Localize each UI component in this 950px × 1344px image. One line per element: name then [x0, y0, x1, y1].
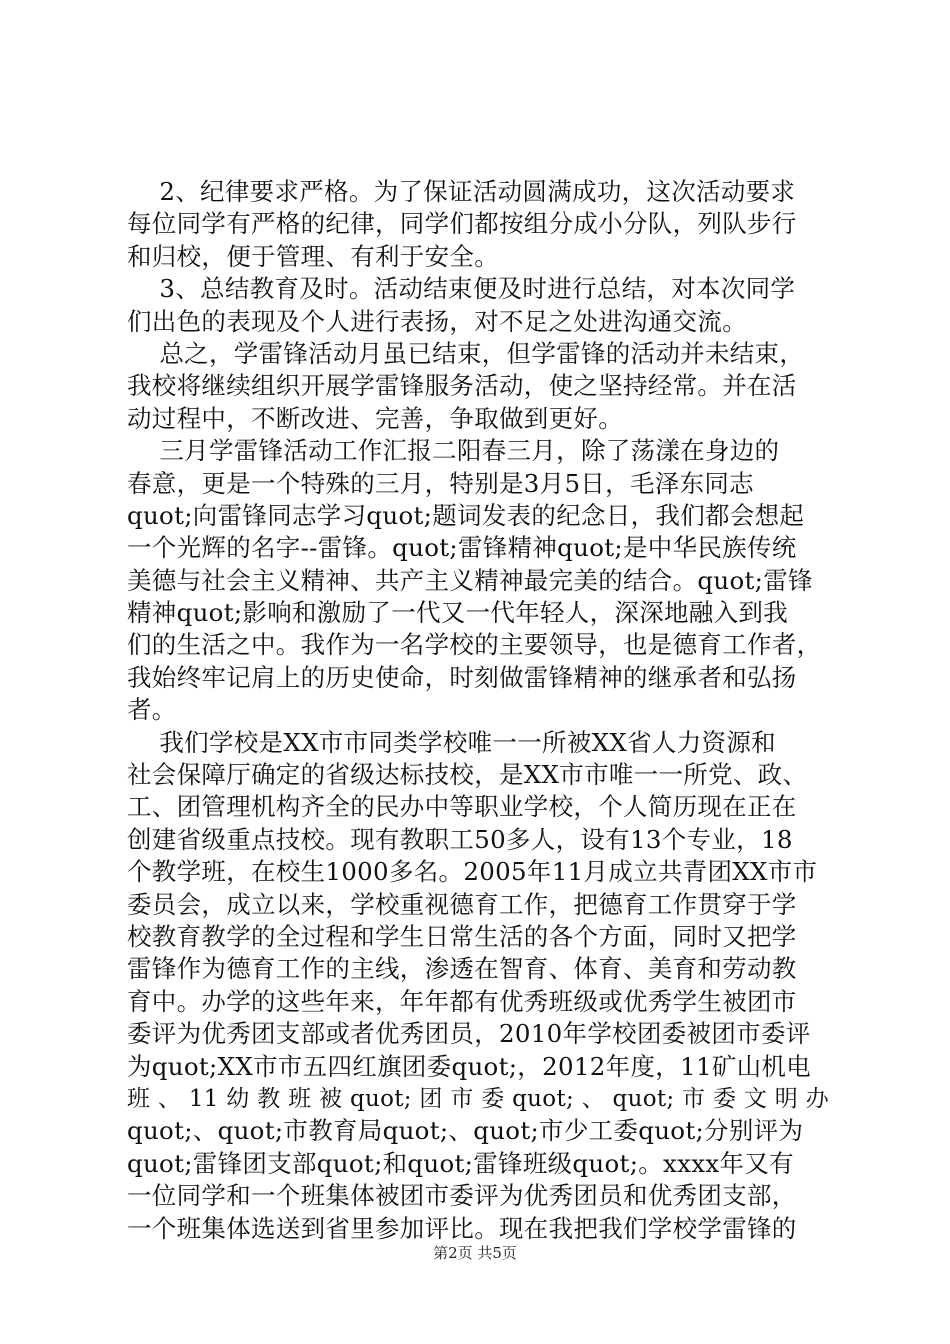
text-line: 社会保障厅确定的省级达标技校，是XX市市唯一一所党、政、 — [127, 760, 808, 790]
text-line: 一个光辉的名字--雷锋。quot;雷锋精神quot;是中华民族传统 — [127, 533, 797, 563]
text-line: 们的生活之中。我作为一名学校的主要领导，也是德育工作者， — [127, 630, 822, 660]
text-line: 个教学班，在校生1000多名。2005年11月成立共青团XX市市 — [127, 857, 818, 887]
text-line: 创建省级重点技校。现有教职工50多人，设有13个专业，18 — [127, 824, 793, 854]
text-line: 班 、 11 幼 教 班 被 quot; 团 市 委 quot; 、 quot; 市 委 文 明 办 — [127, 1085, 829, 1112]
text-line: 工、团管理机构齐全的民办中等职业学校，个人简历现在正在 — [127, 792, 797, 822]
text-line: 我们学校是XX市市同类学校唯一一所被XX省人力资源和 — [127, 727, 776, 757]
text-line: 校教育教学的全过程和学生日常生活的各个方面，同时又把学 — [127, 921, 797, 951]
text-line: 我校将继续组织开展学雷锋服务活动，使之坚持经常。并在活 — [127, 371, 797, 401]
text-line: 3、总结教育及时。活动结束便及时进行总结，对本次同学 — [127, 274, 796, 304]
text-line: 一位同学和一个班集体被团市委评为优秀团员和优秀团支部， — [127, 1181, 797, 1211]
text-line: 雷锋作为德育工作的主线，渗透在智育、体育、美育和劳动教 — [127, 954, 797, 984]
text-line: 我始终牢记肩上的历史使命，时刻做雷锋精神的继承者和弘扬 — [127, 662, 797, 692]
text-line: 精神quot;影响和激励了一代又一代年轻人，深深地融入到我 — [127, 598, 789, 628]
page-footer: 第2页 共5页 — [433, 1244, 517, 1262]
text-line: quot;雷锋团支部quot;和quot;雷锋班级quot;。xxxx年又有 — [127, 1148, 794, 1178]
text-line: 春意，更是一个特殊的三月，特别是3月5日，毛泽东同志 — [127, 468, 754, 498]
text-line: 为quot;XX市市五四红旗团委quot;，2012年度，11矿山机电 — [127, 1051, 812, 1081]
text-line: 动过程中，不断改进、完善，争取做到更好。 — [127, 403, 623, 433]
text-line: 和归校，便于管理、有利于安全。 — [127, 241, 499, 271]
body-text — [127, 176, 829, 1245]
text-line: quot;、quot;市教育局quot;、quot;市少工委quot;分别评为 — [127, 1116, 804, 1146]
text-line: 一个班集体选送到省里参加评比。现在我把我们学校学雷锋的 — [127, 1213, 797, 1243]
text-line: 每位同学有严格的纪律，同学们都按组分成小分队，列队步行 — [127, 209, 797, 239]
text-line: 2、纪律要求严格。为了保证活动圆满成功，这次活动要求 — [127, 177, 796, 206]
text-line: 美德与社会主义精神、共产主义精神最完美的结合。quot;雷锋 — [127, 565, 813, 595]
text-line: 们出色的表现及个人进行表扬，对不足之处进沟通交流。 — [127, 306, 747, 336]
text-line: 委评为优秀团支部或者优秀团员，2010年学校团委被团市委评 — [127, 1019, 811, 1049]
text-line: quot;向雷锋同志学习quot;题词发表的纪念日，我们都会想起 — [127, 500, 805, 530]
text-line: 三月学雷锋活动工作汇报二阳春三月，除了荡漾在身边的 — [127, 436, 780, 466]
text-line: 者。 — [127, 695, 177, 725]
text-line: 委员会，成立以来，学校重视德育工作，把德育工作贯穿于学 — [127, 889, 797, 919]
text-line: 育中。办学的这些年来，年年都有优秀班级或优秀学生被团市 — [127, 986, 797, 1016]
text-line: 总之，学雷锋活动月虽已结束，但学雷锋的活动并未结束， — [127, 338, 805, 368]
